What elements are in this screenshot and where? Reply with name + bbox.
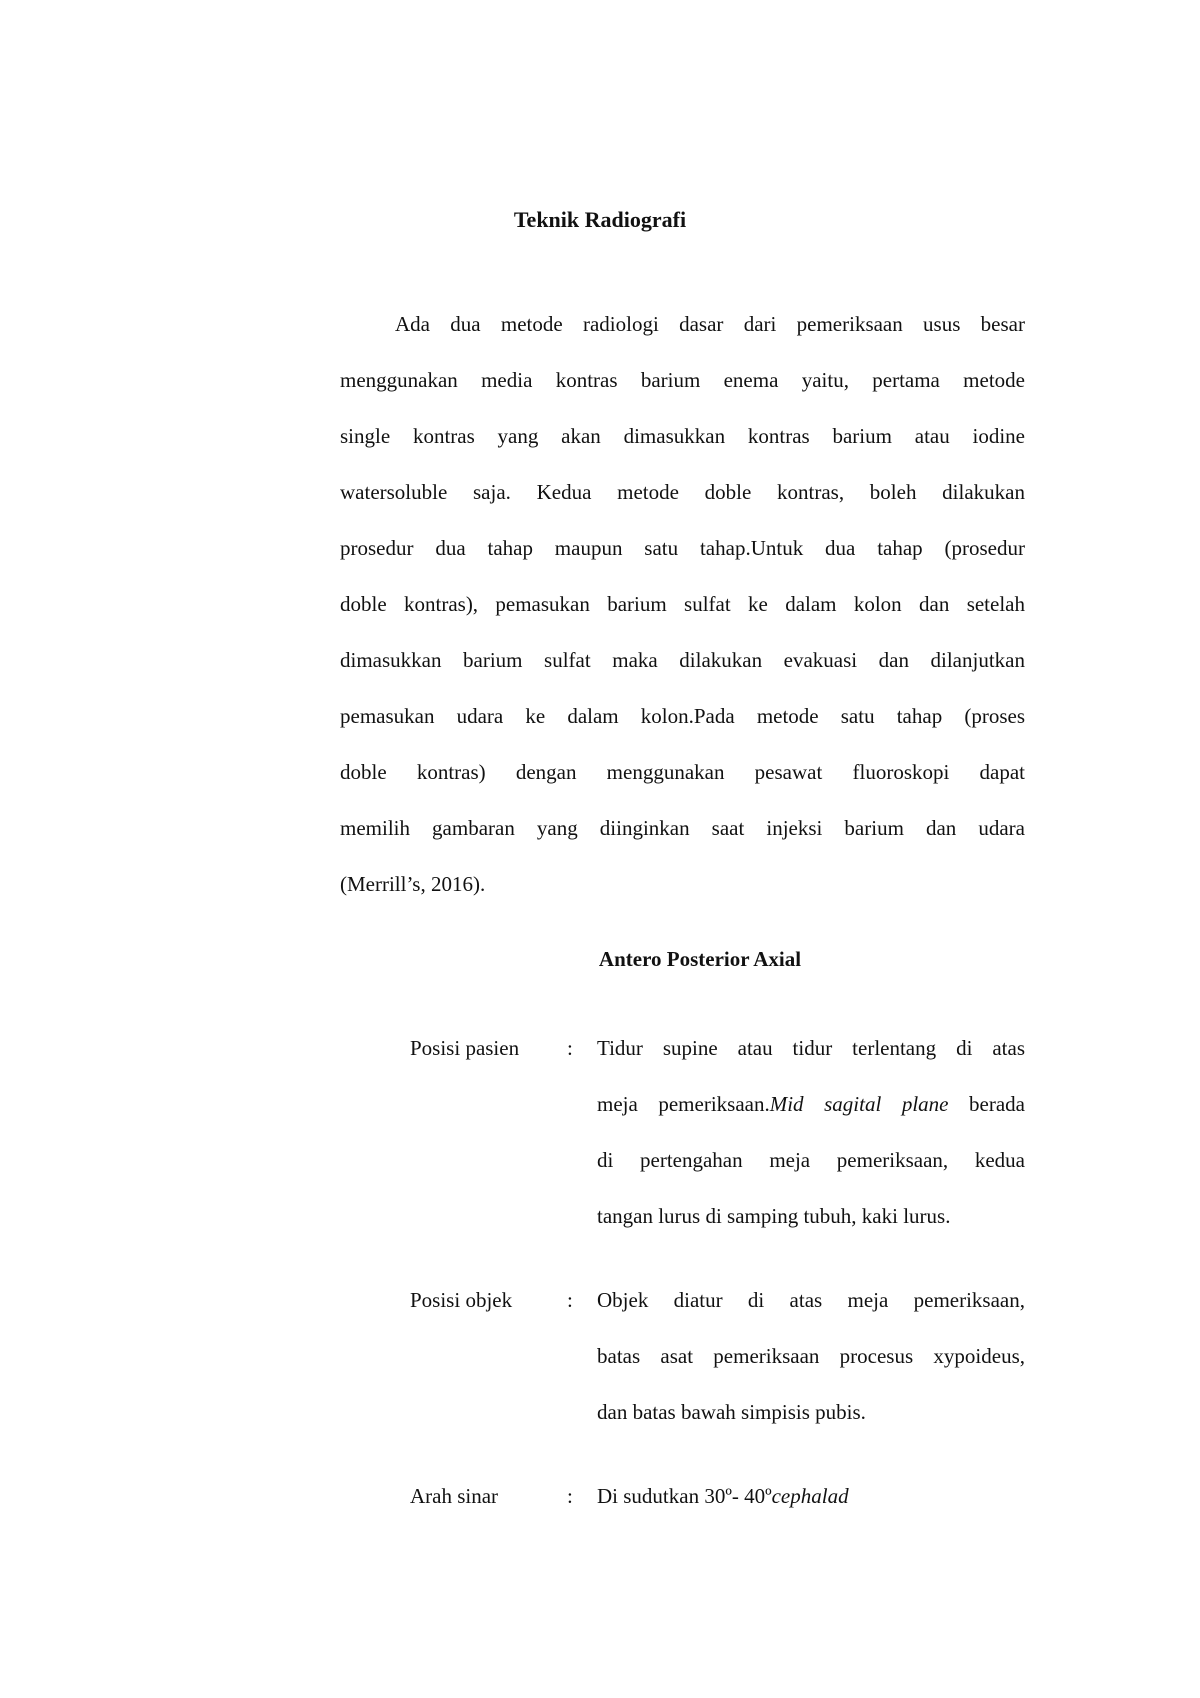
colon-separator: : xyxy=(567,1288,573,1312)
paragraph-line: menggunakan media kontras barium enema yaitu, pertama metode xyxy=(340,368,1025,392)
value-line: Objek diatur di atas meja pemeriksaan, xyxy=(597,1288,1025,1312)
paragraph-line: prosedur dua tahap maupun satu tahap.Untuk dua tahap (prosedur xyxy=(340,536,1025,560)
value-line xyxy=(597,1468,1025,1524)
paragraph-line: pemasukan udara ke dalam kolon.Pada metode satu tahap (proses xyxy=(340,704,1025,728)
patient-position-label: Posisi pasien xyxy=(410,1036,520,1060)
paragraph-line: memilih gambaran yang diinginkan saat injeksi barium dan udara xyxy=(340,816,1025,840)
value-line xyxy=(597,1076,1025,1132)
patient-position-value xyxy=(597,1020,1025,1244)
paragraph-line: doble kontras), pemasukan barium sulfat ke dalam kolon dan setelah xyxy=(340,592,1025,616)
page-title: Teknik Radiografi xyxy=(513,207,687,232)
paragraph-line: (Merrill’s, 2016). xyxy=(340,872,486,896)
paragraph-line: dimasukkan barium sulfat maka dilakukan evakuasi dan dilanjutkan xyxy=(340,648,1025,672)
colon-separator: : xyxy=(567,1484,573,1508)
ray-direction-label: Arah sinar xyxy=(410,1484,499,1508)
paragraph-line: watersoluble saja. Kedua metode doble kontras, boleh dilakukan xyxy=(340,480,1025,504)
value-text: meja pemeriksaan. xyxy=(597,1092,770,1116)
italic-term: cephalad xyxy=(771,1484,849,1508)
value-line: Tidur supine atau tidur terlentang di atas xyxy=(597,1036,1025,1060)
paragraph-line: Ada dua metode radiologi dasar dari pemeriksaan usus besar xyxy=(395,312,1025,336)
body-paragraph xyxy=(340,296,1025,912)
value-line: tangan lurus di samping tubuh, kaki lurus. xyxy=(597,1204,951,1228)
value-line: batas asat pemeriksaan procesus xypoideus, xyxy=(597,1344,1025,1368)
object-position-label: Posisi objek xyxy=(410,1288,513,1312)
object-position-value xyxy=(597,1272,1025,1440)
colon-separator: : xyxy=(567,1036,573,1060)
italic-term: Mid sagital plane xyxy=(769,1092,949,1116)
value-text: Di sudutkan 30º- 40º xyxy=(597,1484,772,1508)
value-line: dan batas bawah simpisis pubis. xyxy=(597,1400,866,1424)
value-line: di pertengahan meja pemeriksaan, kedua xyxy=(597,1148,1025,1172)
section-heading: Antero Posterior Axial xyxy=(598,947,802,971)
ray-direction-value xyxy=(597,1468,1025,1524)
paragraph-line: single kontras yang akan dimasukkan kontras barium atau iodine xyxy=(340,424,1025,448)
value-text: berada xyxy=(948,1092,1025,1116)
paragraph-line: doble kontras) dengan menggunakan pesawat fluoroskopi dapat xyxy=(340,760,1025,784)
